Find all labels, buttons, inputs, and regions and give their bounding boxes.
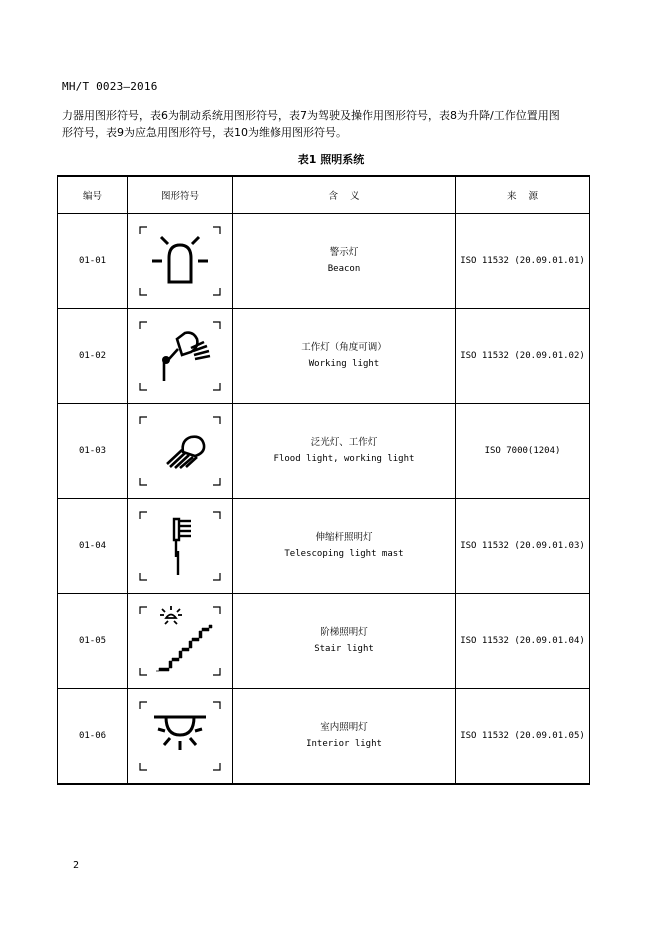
- intro-line-2: 形符号，表9为应急用图形符号，表10为维修用图形符号。: [62, 126, 347, 139]
- flood-light-icon: [135, 412, 225, 490]
- header-source: 来 源: [456, 176, 590, 214]
- row-source: ISO 11532 (20.09.01.04): [456, 594, 590, 689]
- row-source: ISO 7000(1204): [456, 404, 590, 499]
- standard-code: MH/T 0023—2016: [62, 80, 158, 93]
- meaning-en: Interior light: [306, 739, 382, 749]
- meaning-zh: 工作灯（角度可调）: [301, 342, 387, 353]
- symbol-cell: [128, 499, 233, 594]
- meaning-en: Beacon: [327, 264, 361, 274]
- row-source: ISO 11532 (20.09.01.05): [456, 689, 590, 785]
- table-row: [58, 309, 590, 404]
- header-meaning: 含 义: [233, 176, 456, 214]
- meaning-zh: 警示灯: [329, 247, 359, 258]
- interior-light-icon: [135, 697, 225, 775]
- row-code: 01-06: [58, 689, 128, 785]
- symbol-cell: [128, 689, 233, 785]
- row-code: 01-02: [58, 309, 128, 404]
- beacon-icon: [135, 222, 225, 300]
- meaning-cell: [233, 309, 456, 404]
- symbol-cell: [128, 214, 233, 309]
- meaning-cell: [233, 499, 456, 594]
- row-code: 01-03: [58, 404, 128, 499]
- table-row: [58, 404, 590, 499]
- row-code: 01-01: [58, 214, 128, 309]
- table-header-row: [58, 176, 590, 214]
- symbol-cell: [128, 404, 233, 499]
- meaning-cell: [233, 214, 456, 309]
- row-source: ISO 11532 (20.09.01.02): [456, 309, 590, 404]
- meaning-zh: 室内照明灯: [320, 722, 368, 733]
- meaning-zh: 阶梯照明灯: [320, 627, 368, 638]
- row-code: 01-04: [58, 499, 128, 594]
- meaning-cell: [233, 404, 456, 499]
- symbol-cell: [128, 594, 233, 689]
- meaning-en: Telescoping light mast: [284, 549, 404, 559]
- meaning-en: Working light: [308, 359, 380, 369]
- page-number: 2: [73, 860, 80, 871]
- meaning-zh: 伸缩杆照明灯: [315, 532, 373, 543]
- meaning-en: Stair light: [314, 644, 374, 654]
- symbol-cell: [128, 309, 233, 404]
- meaning-cell: [233, 689, 456, 785]
- header-symbol: 图形符号: [128, 176, 233, 214]
- table-caption: 表1 照明系统: [297, 153, 365, 166]
- row-source: ISO 11532 (20.09.01.01): [456, 214, 590, 309]
- telescoping-light-mast-icon: [135, 507, 225, 585]
- meaning-en: Flood light, working light: [273, 454, 415, 464]
- stair-light-icon: [135, 602, 225, 680]
- row-code: 01-05: [58, 594, 128, 689]
- adjustable-working-light-icon: [135, 317, 225, 395]
- table-row: [58, 689, 590, 785]
- meaning-zh: 泛光灯、工作灯: [310, 437, 378, 448]
- meaning-cell: [233, 594, 456, 689]
- lighting-symbols-table: [57, 175, 590, 785]
- table-row: [58, 594, 590, 689]
- intro-line-1: 力器用图形符号，表6为制动系统用图形符号，表7为驾驶及操作用图形符号，表8为升降/工作位置用图: [62, 109, 560, 122]
- header-code: 编号: [58, 176, 128, 214]
- row-source: ISO 11532 (20.09.01.03): [456, 499, 590, 594]
- table-row: [58, 499, 590, 594]
- table-row: [58, 214, 590, 309]
- intro-paragraph: [62, 107, 602, 141]
